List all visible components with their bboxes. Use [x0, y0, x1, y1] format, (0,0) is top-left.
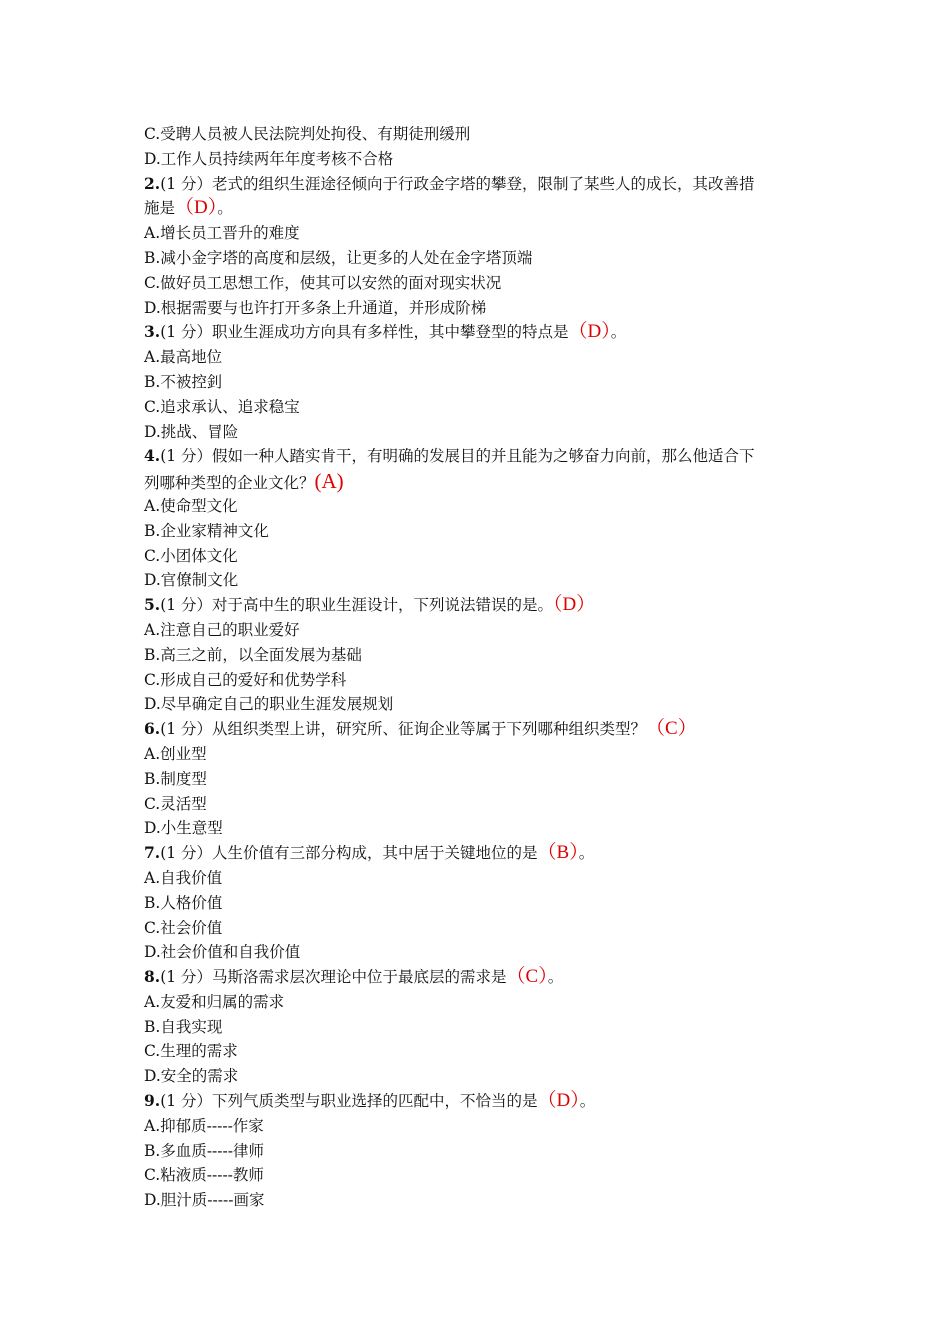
question-stem-line [144, 965, 824, 990]
question-tail: 。 [578, 844, 595, 863]
option-line: B.制度型 [144, 769, 207, 788]
question-stem-line [144, 841, 824, 866]
option-line: A.自我价值 [144, 868, 223, 887]
option-line: C.粘液质-----教师 [144, 1166, 264, 1185]
option-line: D.根据需要与也许打开多条上升通道，并形成阶梯 [144, 298, 487, 317]
question-number: 2. [144, 173, 161, 193]
option-line: C.做好员工思想工作，使其可以安然的面对现实状况 [144, 273, 502, 292]
option-line: D.社会价值和自我价值 [144, 943, 301, 962]
question-stem-line [144, 320, 824, 345]
option-line: B.多血质-----律师 [144, 1141, 265, 1160]
question-stem-line [144, 469, 824, 494]
option-line: A.最高地位 [144, 348, 223, 367]
option-line: D.官僚制文化 [144, 571, 239, 590]
option-line: C.追求承认、追求稳宝 [144, 397, 300, 416]
option-line: C.小团体文化 [144, 546, 238, 565]
option-line: C.灵活型 [144, 794, 207, 813]
question-score: (1 分） [160, 1092, 213, 1111]
question-text: 施是 [144, 199, 176, 218]
question-stem-line [144, 1089, 824, 1114]
option-line: C.形成自己的爱好和优势学科 [144, 670, 347, 689]
question-score: (1 分） [160, 968, 213, 987]
question-text: 假如一种人踏实肯干，有明确的发展目的并且能为之够奋力向前，那么他适合下 [212, 447, 755, 466]
answer-mark: （C） [646, 718, 697, 740]
question-block [144, 320, 824, 444]
option-line: A.增长员工晋升的难度 [144, 224, 300, 243]
answer-mark: （C） [506, 966, 548, 988]
question-number: 7. [144, 843, 161, 863]
question-text: 对于高中生的职业生涯设计，下列说法错误的是。 [212, 596, 554, 615]
question-score: (1 分） [160, 174, 213, 193]
question-text: 下列气质类型与职业选择的匹配中，不恰当的是 [212, 1092, 538, 1111]
question-block [144, 593, 824, 717]
answer-mark: （B） [537, 842, 579, 864]
option-line: C.生理的需求 [144, 1042, 238, 1061]
question-number: 9. [144, 1091, 161, 1111]
option-line: A.使命型文化 [144, 496, 238, 515]
question-text: 人生价值有三部分构成，其中居于关键地位的是 [212, 844, 538, 863]
question-score: (1 分） [160, 844, 213, 863]
option-line: A.创业型 [144, 744, 207, 763]
option-line: D.尽早确定自己的职业生涯发展规划 [144, 695, 394, 714]
option-line: A.抑郁质-----作家 [144, 1116, 264, 1135]
question-score: (1 分） [160, 447, 213, 466]
question-number: 8. [144, 967, 161, 987]
option-line: B.减小金字塔的高度和层级，让更多的人处在金字塔顶端 [144, 248, 533, 267]
option-line: D.安全的需求 [144, 1067, 239, 1086]
question-text: 职业生涯成功方向具有多样性，其中攀登型的特点是 [212, 323, 569, 342]
question-stem-line [144, 717, 824, 742]
question-number: 6. [144, 719, 161, 739]
question-score: (1 分） [160, 720, 213, 739]
question-number: 4. [144, 446, 161, 466]
question-score: (1 分） [160, 323, 213, 342]
option-line: D.小生意型 [144, 819, 223, 838]
answer-mark: (A) [314, 469, 344, 494]
option-line: B.人格价值 [144, 893, 223, 912]
question-number: 3. [144, 322, 161, 342]
question-block [144, 965, 824, 1089]
answer-mark: （D） [553, 594, 596, 616]
question-stem-line [144, 444, 824, 469]
option-line: A.注意自己的职业爱好 [144, 620, 300, 639]
answer-mark: （D） [568, 321, 611, 343]
question-list [144, 172, 824, 1213]
answer-mark: （D） [537, 1090, 580, 1112]
option-line: D.挑战、冒险 [144, 422, 239, 441]
question-tail: 。 [547, 968, 564, 987]
question-block [144, 1089, 824, 1213]
question-stem-line [144, 593, 824, 618]
question-block [144, 172, 824, 321]
question-text: 马斯洛需求层次理论中位于最底层的需求是 [212, 968, 507, 987]
option-line: B.企业家精神文化 [144, 521, 269, 540]
option-line: A.友爱和归属的需求 [144, 992, 285, 1011]
question-block [144, 444, 824, 593]
option-line: C.受聘人员被人民法院判处拘役、有期徒刑缓刑 [144, 125, 471, 143]
option-line: B.高三之前，以全面发展为基础 [144, 645, 362, 664]
option-line: D.胆汁质-----画家 [144, 1191, 265, 1210]
question-tail: 。 [610, 323, 627, 342]
option-line: B.不被控釗 [144, 372, 223, 391]
question-stem-line [144, 196, 824, 221]
question-stem-line [144, 172, 824, 197]
question-block [144, 717, 824, 841]
question-text: 老式的组织生涯途径倾向于行政金字塔的攀登，限制了某些人的成长，其改善措 [212, 174, 755, 193]
question-text: 从组织类型上讲，研究所、征询企业等属于下列哪种组织类型？ [212, 720, 647, 739]
document-page [144, 122, 824, 1213]
option-line: B.自我实现 [144, 1017, 223, 1036]
question-score: (1 分） [160, 596, 213, 615]
question-block [144, 841, 824, 965]
question-number: 5. [144, 595, 161, 615]
question-text: 列哪种类型的企业文化？ [144, 474, 315, 493]
option-line: C.社会价值 [144, 918, 223, 937]
option-line: D.工作人员持续两年年度考核不合格 [144, 149, 394, 168]
question-tail: 。 [217, 199, 233, 218]
question-tail: 。 [579, 1092, 596, 1111]
answer-mark: （D） [175, 197, 218, 219]
